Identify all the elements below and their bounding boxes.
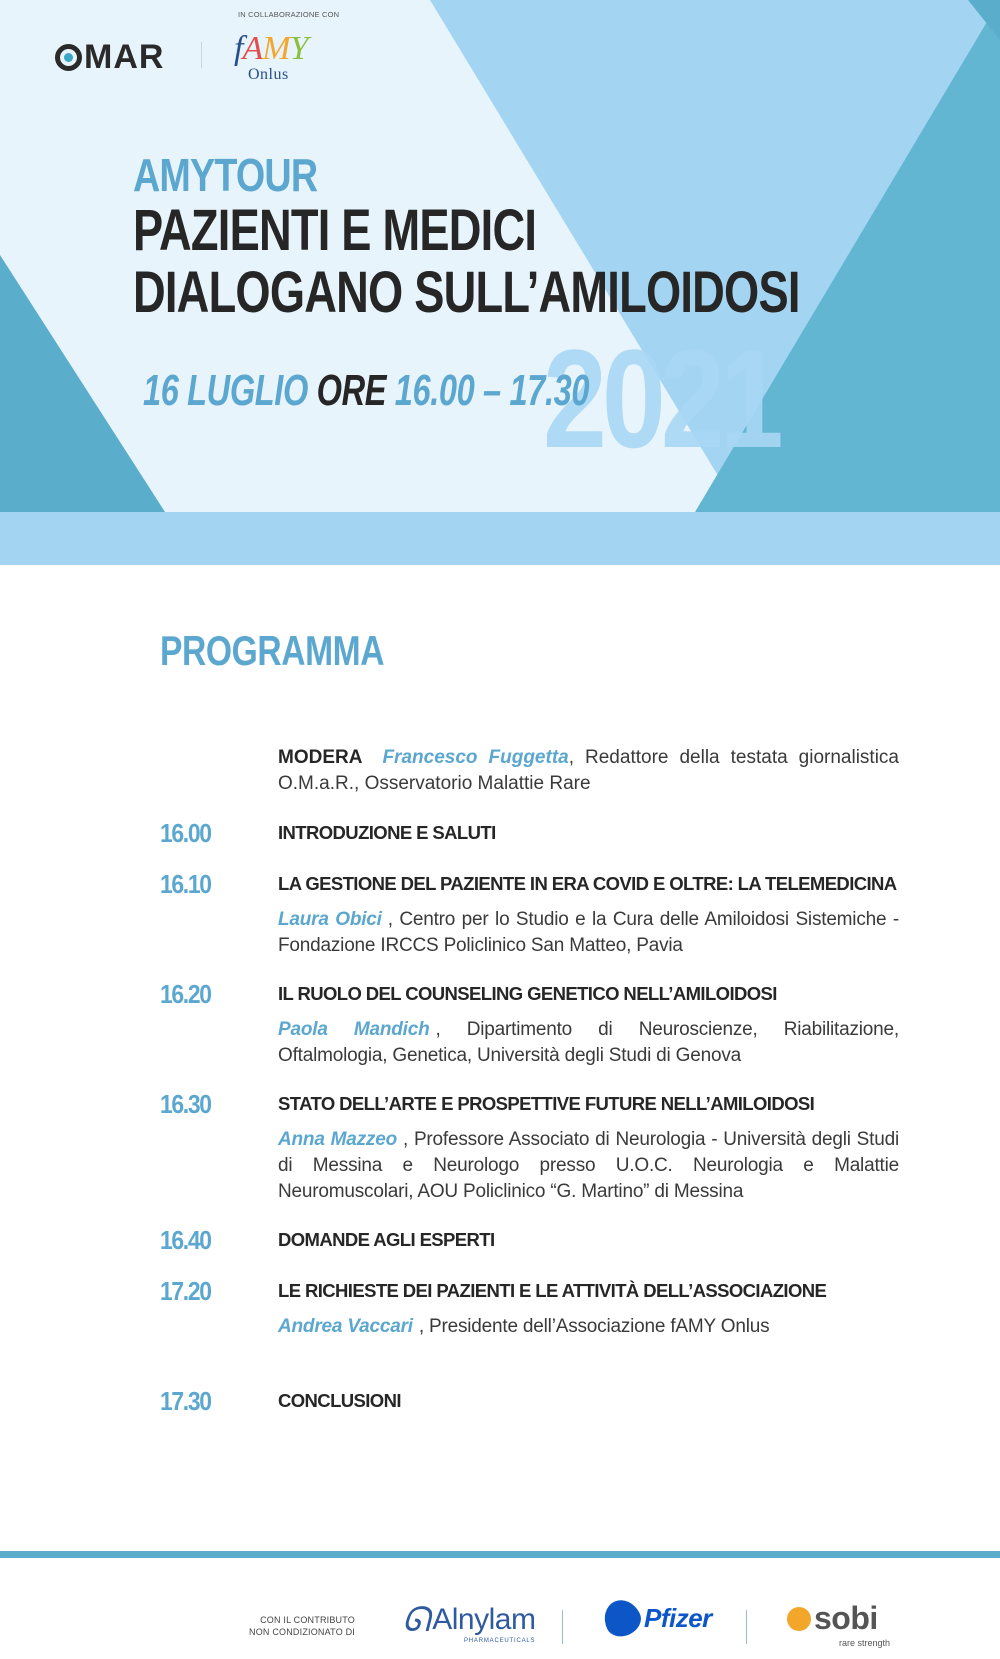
speaker-affiliation: , Presidente dell’Associazione fAMY Onlus	[418, 1316, 770, 1337]
eye-icon	[55, 44, 82, 71]
speaker-affiliation: , Centro per lo Studio e la Cura delle Amiloidosi Sistemiche - Fondazione IRCCS Policlinico San Matteo, Pavia	[278, 909, 899, 956]
sobi-logo-sub: rare strength	[839, 1638, 891, 1648]
speaker-name: Andrea Vaccari	[278, 1316, 413, 1337]
hero-band	[0, 512, 1000, 565]
item-time: 16.30	[160, 1089, 211, 1119]
item-title: DOMANDE AGLI ESPERTI	[278, 1229, 495, 1250]
speaker-affiliation: , Dipartimento di Neuroscienze, Riabilitazione, Oftalmologia, Genetica, Università degli Studi di Genova	[278, 1019, 899, 1066]
event-time: 16.00 – 17.30	[394, 366, 590, 415]
item-title: LA GESTIONE DEL PAZIENTE IN ERA COVID E OLTRE: LA TELEMEDICINA	[278, 873, 897, 894]
item-title: INTRODUZIONE E SALUTI	[278, 822, 496, 843]
pfizer-logo-text: Pfizer	[644, 1602, 712, 1633]
pfizer-logo	[604, 1600, 712, 1636]
event-day: 16 LUGLIO	[143, 366, 308, 415]
event-year: 2021	[543, 320, 779, 477]
alnylam-swirl-icon: ᘏ	[402, 1600, 431, 1640]
event-series-title: AMYTOUR	[133, 149, 318, 201]
speaker-name: Paola Mandich	[278, 1019, 430, 1040]
item-title: STATO DELL’ARTE E PROSPETTIVE FUTURE NELL’AMILOIDOSI	[278, 1093, 815, 1114]
collab-label: IN COLLABORAZIONE CON	[238, 10, 340, 19]
moderator-label: MODERA	[278, 747, 363, 768]
programme-heading: PROGRAMMA	[160, 627, 385, 674]
footer-divider	[0, 1551, 1000, 1558]
alnylam-logo	[402, 1600, 536, 1644]
item-title: LE RICHIESTE DEI PAZIENTI E LE ATTIVITÀ DELL’ASSOCIAZIONE	[278, 1280, 827, 1301]
sponsor-divider	[746, 1610, 747, 1644]
alnylam-logo-sub: PHARMACEUTICALS	[464, 1638, 536, 1644]
omar-logo-text: MAR	[84, 38, 165, 76]
contribution-label: CON IL CONTRIBUTO NON CONDIZIONATO DI	[249, 1615, 355, 1637]
item-time: 17.30	[160, 1386, 211, 1416]
sponsor-divider	[562, 1610, 563, 1644]
famy-logo-sub: Onlus	[248, 66, 289, 83]
moderator-name: Francesco Fuggetta	[382, 747, 569, 768]
event-date	[143, 366, 589, 416]
sobi-dot-icon	[787, 1607, 811, 1631]
speaker-name: Laura Obici	[278, 909, 382, 930]
item-time: 17.20	[160, 1276, 211, 1306]
event-title-line1: PAZIENTI E MEDICI	[133, 198, 537, 263]
item-time: 16.20	[160, 979, 211, 1009]
speaker-name: Anna Mazzeo	[278, 1129, 397, 1150]
item-speaker	[278, 1017, 899, 1069]
pfizer-pill-icon	[598, 1594, 646, 1642]
alnylam-logo-text: Alnylam	[432, 1603, 536, 1636]
item-speaker	[278, 907, 899, 959]
item-time: 16.00	[160, 818, 211, 848]
sobi-logo	[787, 1600, 891, 1648]
item-title: CONCLUSIONI	[278, 1390, 401, 1411]
sobi-logo-text: sobi	[814, 1600, 878, 1636]
item-title: IL RUOLO DEL COUNSELING GENETICO NELL’AMILOIDOSI	[278, 983, 777, 1004]
famy-logo: fAMY	[234, 30, 308, 67]
moderator-role: , Redattore della testata giornalistica O.M.a.R., Osservatorio Malattie Rare	[278, 747, 899, 794]
event-title-line2: DIALOGANO SULL’AMILOIDOSI	[133, 260, 800, 325]
item-speaker	[278, 1127, 899, 1205]
logo-divider	[201, 42, 202, 68]
speaker-affiliation: , Professore Associato di Neurologia - Università degli Studi di Messina e Neurologo presso U.O.C. Neurologia e Malattie Neuromuscolari, AOU Policlinico “G. Martino” di Messina	[278, 1129, 899, 1202]
item-time: 16.40	[160, 1225, 211, 1255]
item-speaker	[278, 1314, 899, 1340]
item-time: 16.10	[160, 869, 211, 899]
moderator	[278, 745, 899, 797]
hero-header	[0, 0, 1000, 565]
event-ore: ORE	[316, 366, 387, 415]
omar-logo	[55, 38, 164, 77]
